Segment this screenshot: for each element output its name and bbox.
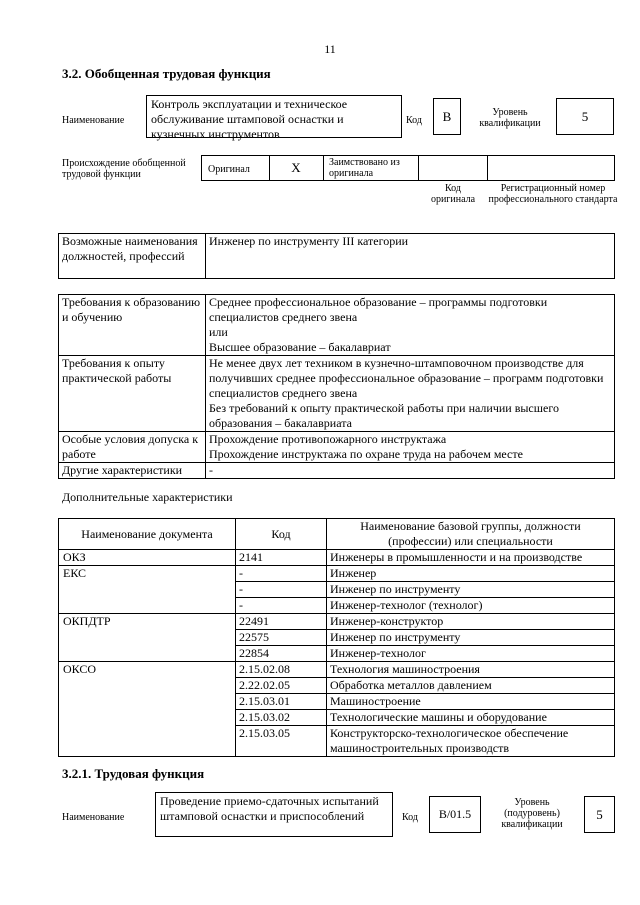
req-label: Особые условия допуска к работе — [59, 432, 206, 463]
name-cell: Инженер-конструктор — [327, 614, 615, 630]
original-label: Оригинал — [208, 164, 250, 175]
original-mark: X — [291, 160, 301, 175]
table-row — [59, 550, 615, 566]
code-cell: 2.22.02.05 — [236, 678, 327, 694]
divider — [418, 156, 419, 180]
name-label: Наименование — [62, 115, 125, 126]
positions-table — [58, 233, 615, 279]
code-cell: 2141 — [236, 550, 327, 566]
requirements-table — [58, 294, 615, 479]
table-row — [59, 662, 615, 678]
header-cell: Наименование документа — [59, 519, 236, 550]
code-cell: 2.15.03.02 — [236, 710, 327, 726]
req-label: Другие характеристики — [59, 463, 206, 479]
doc-cell: ОКСО — [59, 662, 236, 757]
borrowed-label: Заимствовано из оригинала — [329, 157, 400, 179]
divider — [323, 156, 324, 180]
req-value: Не менее двух лет техником в кузнечно-штамповочном производстве для получивших среднее профессиональное образование – программ подготовки специалистов среднего звена Без требований к опыту практической работы при наличии высшего образования – бакалавриата — [206, 356, 615, 432]
header-cell: Код — [236, 519, 327, 550]
name-cell: Обработка металлов давлением — [327, 678, 615, 694]
sub-code-value: B/01.5 — [429, 796, 481, 833]
code-cell: 22575 — [236, 630, 327, 646]
reg-number-caption: Регистрационный номер профессионального стандарта — [488, 183, 618, 205]
table-row — [59, 614, 615, 630]
code-value: B — [433, 98, 461, 135]
divider — [487, 156, 488, 180]
sub-code-label: Код — [402, 812, 418, 823]
doc-cell: ОКПДТР — [59, 614, 236, 662]
name-cell: Инженеры в промышленности и на производстве — [327, 550, 615, 566]
level-value: 5 — [556, 98, 614, 135]
name-cell: Инженер — [327, 566, 615, 582]
extra-title: Дополнительные характеристики — [62, 490, 233, 504]
name-cell: Технологические машины и оборудование — [327, 710, 615, 726]
code-cell: 2.15.03.01 — [236, 694, 327, 710]
sub-name-label: Наименование — [62, 812, 125, 823]
req-value: - — [206, 463, 615, 479]
table-row — [59, 566, 615, 582]
code-cell: 2.15.02.08 — [236, 662, 327, 678]
code-cell: - — [236, 598, 327, 614]
doc-cell: ЕКС — [59, 566, 236, 614]
name-cell: Инженер-технолог (технолог) — [327, 598, 615, 614]
origin-box — [201, 155, 615, 181]
code-cell: - — [236, 566, 327, 582]
origin-label: Происхождение обобщенной трудовой функции — [62, 158, 186, 180]
sub-level-label: Уровень (подуровень) квалификации — [501, 797, 563, 830]
req-label: Требования к опыту практической работы — [59, 356, 206, 432]
name-value: Контроль эксплуатации и техническое обслуживание штамповой оснастки и кузнечных инструментов — [146, 95, 402, 138]
name-cell: Инженер по инструменту — [327, 630, 615, 646]
name-cell: Инженер-технолог — [327, 646, 615, 662]
req-value: Прохождение противопожарного инструктажа Прохождение инструктажа по охране труда на рабочем месте — [206, 432, 615, 463]
req-label: Требования к образованию и обучению — [59, 295, 206, 356]
req-value: Среднее профессиональное образование – программы подготовки специалистов среднего звена или Высшее образование – бакалавриат — [206, 295, 615, 356]
doc-cell: ОКЗ — [59, 550, 236, 566]
extra-table — [58, 518, 615, 757]
code-cell: 2.15.03.05 — [236, 726, 327, 757]
subsection-title: 3.2.1. Трудовая функция — [62, 766, 205, 781]
sub-level-value: 5 — [584, 796, 615, 833]
level-label: Уровень квалификации — [479, 107, 541, 129]
code-cell: 22854 — [236, 646, 327, 662]
section-title: 3.2. Обобщенная трудовая функция — [62, 66, 271, 81]
code-cell: - — [236, 582, 327, 598]
code-cell: 22491 — [236, 614, 327, 630]
code-label: Код — [406, 115, 422, 126]
name-cell: Конструкторско-технологическое обеспечение машиностроительных производств — [327, 726, 615, 757]
header-cell: Наименование базовой группы, должности (профессии) или специальности — [327, 519, 615, 550]
name-cell: Технология машиностроения — [327, 662, 615, 678]
name-cell: Машиностроение — [327, 694, 615, 710]
positions-label: Возможные наименования должностей, профессий — [59, 234, 206, 279]
sub-name-value: Проведение приемо-сдаточных испытаний штамповой оснастки и приспособлений — [155, 792, 393, 837]
page-number: 11 — [324, 42, 336, 56]
positions-value: Инженер по инструменту III категории — [206, 234, 615, 279]
code-original-caption: Код оригинала — [430, 183, 476, 205]
name-cell: Инженер по инструменту — [327, 582, 615, 598]
